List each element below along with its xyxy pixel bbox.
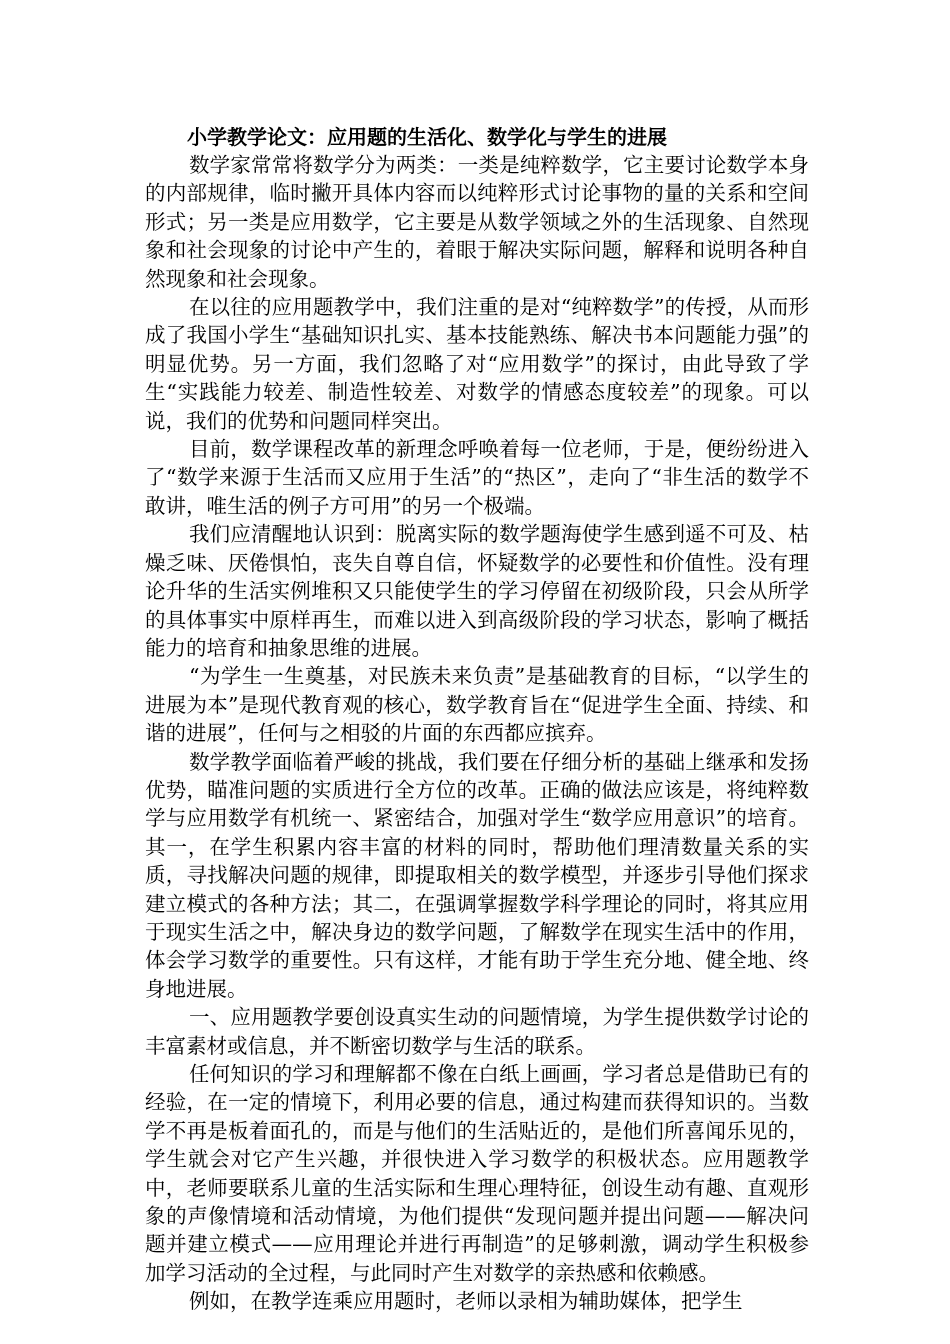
paragraph-4: 我们应清醒地认识到：脱离实际的数学题海使学生感到遥不可及、枯燥乏味、厌倦惧怕，丧失自尊自信，怀疑数学的必要性和价值性。没有理论升华的生活实例堆积又只能使学生的学习停留在初级阶段，只会从所学的具体事实中原样再生，而难以进入到高级阶段的学习状态，影响了概括能力的培育和抽象思维的进展。 xyxy=(145,522,809,660)
paragraph-6: 数学教学面临着严峻的挑战，我们要在仔细分析的基础上继承和发扬优势，瞄准问题的实质进行全方位的改革。正确的做法应该是，将纯粹数学与应用数学有机统一、紧密结合，加强对学生“数学应用意识”的培育。其一，在学生积累内容丰富的材料的同时，帮助他们理清数量关系的实质，寻找解决问题的规律，即提取相关的数学模型，并逐步引导他们探求建立模式的各种方法；其二，在强调掌握数学科学理论的同时，将其应用于现实生活之中，解决身边的数学问题，了解数学在现实生活中的作用，体会学习数学的重要性。只有这样，才能有助于学生充分地、健全地、终身地进展。 xyxy=(145,749,809,1001)
document-page xyxy=(145,123,809,1316)
paragraph-1: 数学家常常将数学分为两类：一类是纯粹数学，它主要讨论数学本身的内部规律，临时撇开具体内容而以纯粹形式讨论事物的量的关系和空间形式；另一类是应用数学，它主要是从数学领域之外的生活现象、自然现象和社会现象的讨论中产生的，着眼于解决实际问题，解释和说明各种自然现象和社会现象。 xyxy=(145,153,809,291)
document-title: 小学教学论文：应用题的生活化、数学化与学生的进展 xyxy=(187,125,667,149)
paragraph-2: 在以往的应用题教学中，我们注重的是对“纯粹数学”的传授，从而形成了我国小学生“基础知识扎实、基本技能熟练、解决书本问题能力强”的明显优势。另一方面，我们忽略了对“应用数学”的探讨，由此导致了学生“实践能力较差、制造性较差、对数学的情感态度较差”的现象。可以说，我们的优势和问题同样突出。 xyxy=(145,295,809,433)
paragraph-7: 一、应用题教学要创设真实生动的问题情境，为学生提供数学讨论的丰富素材或信息，并不断密切数学与生活的联系。 xyxy=(145,1005,809,1058)
paragraph-3: 目前，数学课程改革的新理念呼唤着每一位老师，于是，便纷纷进入了“数学来源于生活而又应用于生活”的“热区”，走向了“非生活的数学不敢讲，唯生活的例子方可用”的另一个极端。 xyxy=(145,437,809,518)
paragraph-5: “为学生一生奠基，对民族未来负责”是基础教育的目标，“以学生的进展为本”是现代教育观的核心，数学教育旨在“促进学生全面、持续、和谐的进展”，任何与之相驳的片面的东西都应摈弃。 xyxy=(145,664,809,746)
paragraph-9: 例如，在教学连乘应用题时，老师以录相为辅助媒体，把学生 xyxy=(189,1289,743,1314)
paragraph-8: 任何知识的学习和理解都不像在白纸上画画，学习者总是借助已有的经验，在一定的情境下，利用必要的信息，通过构建而获得知识的。当数学不再是板着面孔的，而是与他们的生活贴近的，是他们所喜闻乐见的，学生就会对它产生兴趣，并很快进入学习数学的积极状态。应用题教学中，老师要联系儿童的生活实际和生理心理特征，创设生动有趣、直观形象的声像情境和活动情境，为他们提供“发现问题并提出问题——解决问题并建立模式——应用理论并进行再制造”的足够刺激，调动学生积极参加学习活动的全过程，与此同时产生对数学的亲热感和依赖感。 xyxy=(145,1062,809,1285)
